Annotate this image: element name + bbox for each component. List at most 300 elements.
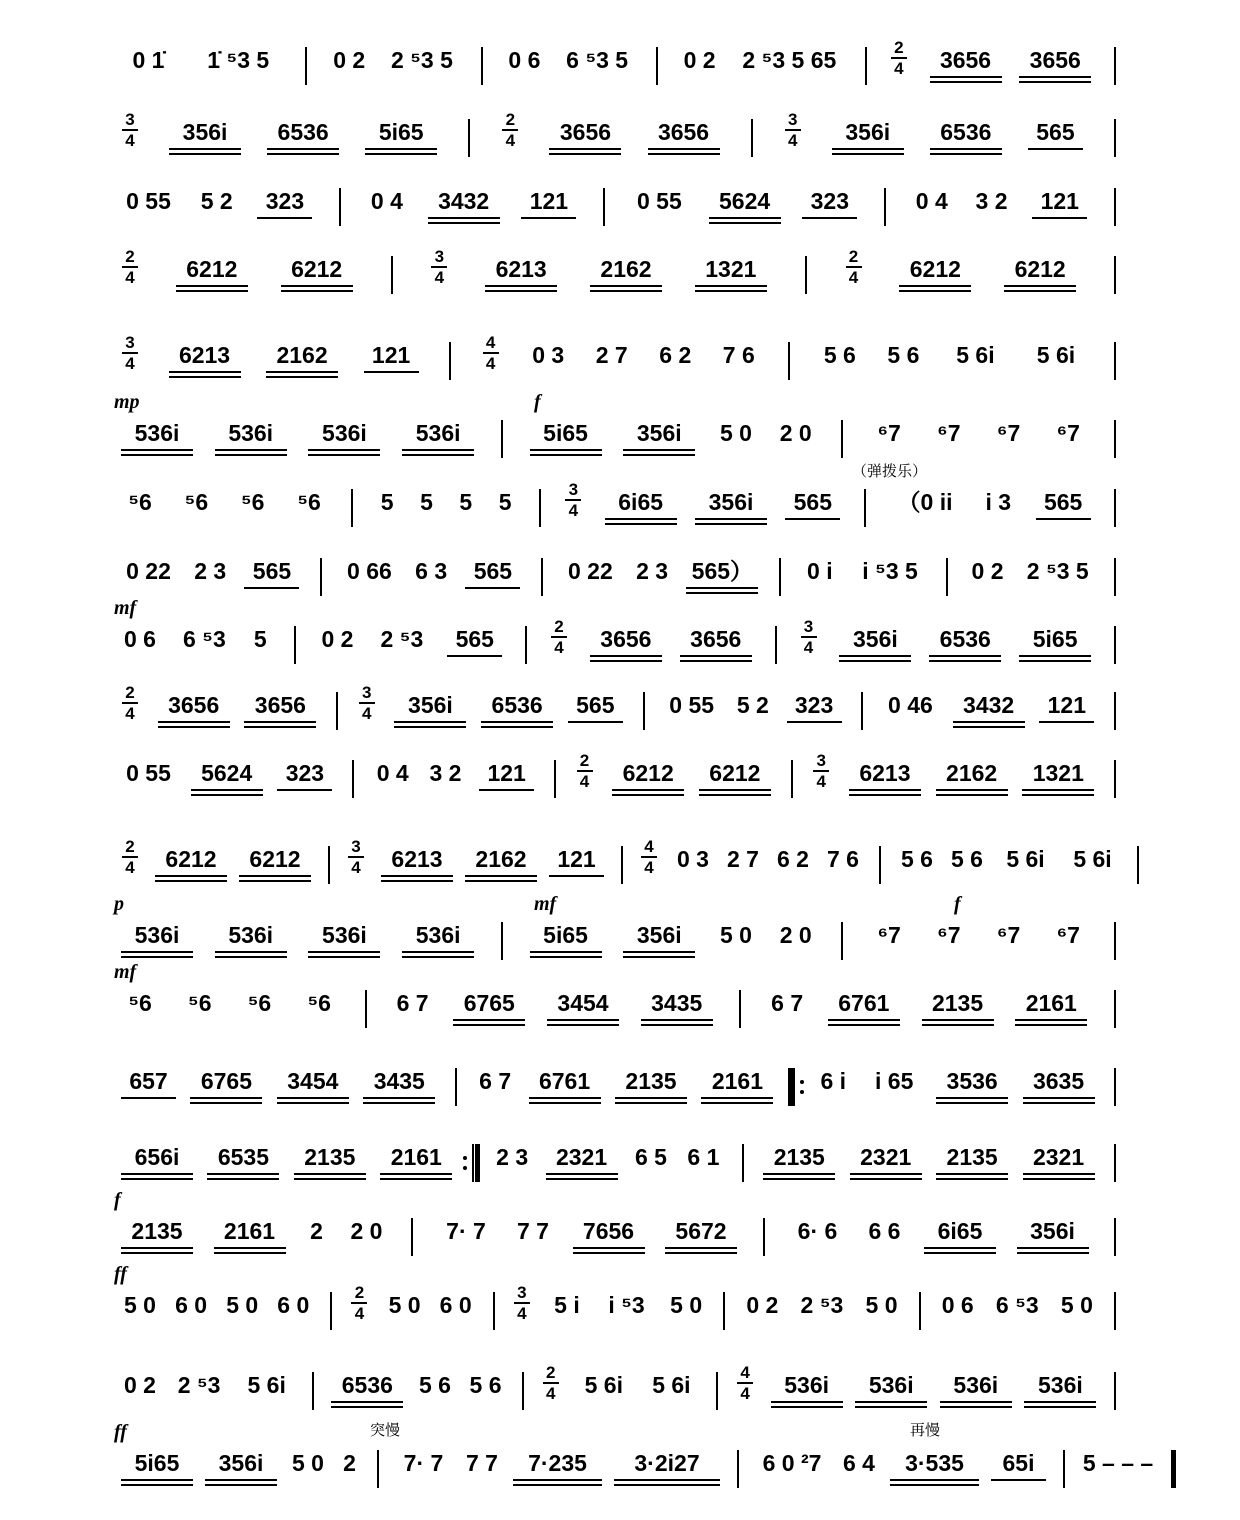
barline (468, 119, 470, 157)
note-group: 6765 (463, 990, 515, 1016)
note-group: 6212 (622, 760, 674, 786)
time-signature-numerator: 2 (125, 837, 135, 856)
time-signature-denominator: 4 (351, 858, 361, 877)
note-group: 536i (415, 420, 461, 446)
section-annotation: （弹拨乐） (852, 462, 928, 480)
beam-underline (485, 285, 557, 287)
note-group: ⁵6 (297, 489, 321, 515)
barline (1114, 420, 1116, 458)
barline (365, 990, 367, 1028)
barline (352, 760, 354, 798)
beam-underline-double (623, 956, 695, 958)
note-group: 6536 (341, 1372, 393, 1398)
beam-underline (530, 951, 602, 953)
beam-underline-double (244, 726, 316, 728)
beam-underline-double (922, 1024, 994, 1026)
beam-underline-double (648, 153, 720, 155)
beam-underline (615, 1097, 687, 1099)
beam-underline (953, 721, 1025, 723)
barline (481, 47, 483, 85)
barline (1114, 626, 1116, 664)
beam-underline-double (529, 1102, 601, 1104)
note-group: 5 (380, 489, 394, 515)
note-group: 3·535 (905, 1450, 964, 1476)
beam-underline (394, 721, 466, 723)
beam-underline-double (771, 1406, 843, 1408)
time-signature-numerator: 3 (362, 683, 372, 702)
beam-underline-double (121, 1252, 193, 1254)
beam-underline-double (850, 1178, 922, 1180)
note-group: 6212 (909, 256, 961, 282)
note-group: 565 (1043, 489, 1083, 515)
note-group: 5624 (201, 760, 253, 786)
note-group: 3454 (287, 1068, 339, 1094)
barline (539, 489, 541, 527)
note-group: 6i65 (618, 489, 664, 515)
beam-underline (771, 1401, 843, 1403)
barline (330, 1292, 332, 1330)
note-group: 565 (455, 626, 494, 652)
barline (294, 626, 296, 664)
note-group: 3656 (690, 626, 742, 652)
barline (351, 489, 353, 527)
beam-underline (215, 449, 287, 451)
note-group: 5 (253, 626, 267, 652)
score-line (0, 893, 1240, 983)
note-group: 0 55 (669, 692, 715, 718)
time-signature-numerator: 2 (848, 247, 859, 266)
barline (455, 1068, 457, 1106)
note-group: 2161 (223, 1218, 276, 1244)
note-group: 6 0 (175, 1292, 208, 1318)
beam-underline (277, 789, 332, 791)
note-group: 1321 (1032, 760, 1084, 786)
barline (805, 256, 807, 294)
beam-underline (699, 789, 771, 791)
time-signature-numerator: 4 (485, 333, 496, 352)
note-group: 6 0 (439, 1292, 472, 1318)
beam-underline-double (267, 153, 339, 155)
beam-underline (363, 1097, 435, 1099)
score-line (0, 1142, 1240, 1202)
time-signature (122, 838, 138, 876)
beam-underline (614, 1479, 720, 1481)
beam-underline (1004, 285, 1076, 287)
dynamic-marking: mf (114, 961, 137, 983)
time-signature-denominator: 4 (517, 1304, 527, 1323)
beam-underline (936, 1173, 1008, 1175)
beam-underline (1023, 1173, 1095, 1175)
note-group: 2321 (1032, 1144, 1085, 1170)
beam-underline (1036, 518, 1091, 520)
note-group: ⁶7 (996, 420, 1021, 446)
beam-underline-double (530, 454, 602, 456)
note-group: 6 7 (396, 990, 429, 1016)
beam-underline-double (686, 592, 758, 594)
barline (1063, 1450, 1065, 1488)
beam-underline (158, 721, 230, 723)
note-group: 7· 7 (403, 1450, 444, 1476)
time-signature-denominator: 4 (485, 354, 496, 373)
beam-underline-double (929, 660, 1001, 662)
barline (1114, 922, 1116, 960)
note-group: 6536 (277, 119, 329, 145)
note-group: 2 0 (779, 922, 812, 948)
repeat-dot (800, 1080, 804, 1084)
note-group: ⁶7 (996, 922, 1021, 948)
beam-underline-double (612, 794, 684, 796)
time-signature (122, 684, 138, 722)
note-group: 3656 (559, 119, 612, 145)
beam-underline-double (936, 794, 1008, 796)
beam-underline-double (365, 153, 437, 155)
beam-underline-double (680, 660, 752, 662)
beam-underline-double (614, 1484, 720, 1486)
note-group: 0 55 (636, 188, 682, 214)
beam-underline-double (590, 660, 662, 662)
beam-underline (832, 148, 904, 150)
beam-underline (1028, 148, 1083, 150)
barline (603, 188, 605, 226)
beam-underline-double (709, 222, 781, 224)
note-group: 6 2 (777, 846, 809, 872)
beam-underline-double (215, 454, 287, 456)
note-group: 6536 (491, 692, 543, 718)
beam-underline (855, 1401, 927, 1403)
note-group: 536i (784, 1372, 830, 1398)
beam-underline (447, 655, 502, 657)
note-group: 5 0 (670, 1292, 703, 1318)
beam-underline-double (1017, 1252, 1089, 1254)
note-group: 5 6i (956, 342, 995, 368)
dynamic-marking: p (114, 893, 124, 915)
barline (501, 922, 503, 960)
barline (411, 1218, 413, 1256)
beam-underline-double (605, 523, 677, 525)
beam-underline-double (121, 1178, 193, 1180)
beam-underline-double (1015, 1024, 1087, 1026)
beam-underline (549, 148, 621, 150)
note-group: 7656 (582, 1218, 635, 1244)
beam-underline (191, 789, 263, 791)
barline (501, 420, 503, 458)
note-group: 2 0 (350, 1218, 383, 1244)
note-group: 6 4 (843, 1450, 875, 1476)
note-group: 0 22 (126, 558, 171, 584)
beam-underline-double (281, 290, 353, 292)
beam-underline-double (155, 880, 227, 882)
beam-underline-double (402, 956, 474, 958)
barline (339, 188, 341, 226)
beam-underline-double (940, 1406, 1012, 1408)
beam-underline (176, 285, 248, 287)
note-group: 5 (498, 489, 512, 515)
note-group: 6213 (859, 760, 911, 786)
note-group: 6 0 ²7 (762, 1450, 822, 1476)
note-group: 536i (322, 420, 367, 446)
beam-underline-double (890, 1484, 979, 1486)
time-signature-denominator: 4 (545, 1384, 556, 1403)
beam-underline (1019, 655, 1091, 657)
note-group: 5 6 (887, 342, 920, 368)
barline (841, 922, 843, 960)
note-group: 5i65 (543, 922, 588, 948)
repeat-sign (779, 1070, 809, 1100)
note-group: ⁶7 (877, 922, 901, 948)
time-signature-numerator: 4 (644, 837, 654, 856)
note-group: 7 6 (827, 846, 859, 872)
beam-underline-double (121, 454, 193, 456)
note-group: 536i (134, 420, 180, 446)
time-signature-denominator: 4 (848, 268, 859, 287)
beam-underline-double (1022, 794, 1094, 796)
time-signature (502, 111, 518, 149)
time-signature-numerator: 2 (125, 683, 135, 702)
note-group: ⁵6 (247, 990, 272, 1016)
beam-underline (381, 875, 453, 877)
beam-underline (214, 1247, 286, 1249)
note-group: 5 6i (1036, 342, 1076, 368)
note-group: 5 0 (720, 420, 752, 446)
dynamic-marking: f (114, 1189, 121, 1211)
time-signature-denominator: 4 (125, 858, 135, 877)
beam-underline (428, 217, 500, 219)
beam-underline-double (381, 880, 453, 882)
barline (1114, 990, 1116, 1028)
repeat-barline-thick (788, 1068, 793, 1106)
beam-underline (465, 587, 520, 589)
note-group: 536i (228, 420, 274, 446)
note-group: 6765 (200, 1068, 252, 1094)
note-group: 2135 (946, 1144, 998, 1170)
note-group: 5 i (554, 1292, 580, 1318)
beam-underline (568, 721, 623, 723)
beam-underline (802, 217, 857, 219)
note-group: 565 (1036, 119, 1075, 145)
beam-underline (465, 875, 537, 877)
note-group: 7 6 (722, 342, 755, 368)
beam-underline (573, 1247, 645, 1249)
time-signature-numerator: 3 (351, 837, 361, 856)
note-group: 5i65 (378, 119, 424, 145)
barline (493, 1292, 495, 1330)
note-group: 5 6i (247, 1372, 286, 1398)
beam-underline-double (1023, 1178, 1095, 1180)
note-group: 2 ⁵3 5 (1026, 558, 1089, 584)
note-group: 2162 (600, 256, 652, 282)
beam-underline-double (308, 956, 380, 958)
time-signature-numerator: 2 (354, 1283, 365, 1302)
beam-underline (402, 951, 474, 953)
beam-underline (365, 148, 437, 150)
score-line (0, 38, 1240, 105)
note-group: 2162 (276, 342, 328, 368)
note-group: 2 (343, 1450, 356, 1476)
time-signature-denominator: 4 (505, 131, 516, 150)
beam-underline-double (191, 794, 263, 796)
beam-underline-double (763, 1178, 835, 1180)
note-group: 323 (265, 188, 305, 214)
note-group: 5 0 (865, 1292, 898, 1318)
beam-underline (308, 951, 380, 953)
note-group: 2161 (711, 1068, 763, 1094)
note-group: 6535 (217, 1144, 269, 1170)
note-group: 6 6 (868, 1218, 901, 1244)
beam-underline (121, 1097, 176, 1099)
note-group: 6213 (178, 342, 231, 368)
note-group: 5 6 (823, 342, 856, 368)
beam-underline-double (294, 1178, 366, 1180)
note-group: 5672 (675, 1218, 727, 1244)
note-group: 6212 (165, 846, 217, 872)
beam-underline (239, 875, 311, 877)
note-group: 2321 (555, 1144, 608, 1170)
note-group: 121 (487, 760, 526, 786)
note-group: 5 (459, 489, 473, 515)
note-group: 121 (529, 188, 569, 214)
beam-underline-double (930, 153, 1002, 155)
time-signature-denominator: 4 (554, 638, 564, 657)
time-signature (483, 334, 499, 372)
barline (879, 846, 881, 884)
beam-underline (294, 1173, 366, 1175)
barline (1137, 846, 1139, 884)
note-group: 2 0 (779, 420, 812, 446)
beam-underline-double (549, 153, 621, 155)
note-group: 356i (636, 922, 682, 948)
time-signature-numerator: 4 (740, 1363, 750, 1382)
barline (541, 558, 543, 596)
beam-underline-double (1023, 1102, 1095, 1104)
note-group: 565 (793, 489, 833, 515)
beam-underline-double (331, 1406, 403, 1408)
beam-underline-double (277, 1102, 349, 1104)
note-group: 65i (1002, 1450, 1035, 1476)
beam-underline (1017, 1247, 1089, 1249)
beam-underline (623, 449, 695, 451)
note-group: 536i (1038, 1372, 1083, 1398)
barline (779, 558, 781, 596)
time-signature-numerator: 2 (125, 247, 135, 266)
note-group: 5 0 (1060, 1292, 1093, 1318)
beam-underline (623, 951, 695, 953)
repeat-barline-thick (475, 1144, 480, 1182)
note-group: 2321 (860, 1144, 912, 1170)
note-group: 3432 (963, 692, 1015, 718)
beam-underline (899, 285, 971, 287)
dynamic-marking: mf (114, 597, 137, 619)
beam-underline (169, 371, 241, 373)
note-group: 6 i (820, 1068, 847, 1094)
note-group: 536i (953, 1372, 999, 1398)
note-group: 5 – – – (1082, 1450, 1154, 1476)
beam-underline (121, 1247, 193, 1249)
beam-underline (481, 721, 553, 723)
note-group: 356i (636, 420, 682, 446)
beam-underline-double (402, 454, 474, 456)
note-group: 356i (182, 119, 228, 145)
barline (788, 342, 790, 380)
barline (884, 188, 886, 226)
note-group: 0 4 (370, 188, 403, 214)
beam-underline (521, 217, 576, 219)
time-signature-numerator: 3 (803, 617, 814, 636)
note-group: 3656 (254, 692, 306, 718)
time-signature (577, 752, 593, 790)
dynamic-marking: mf (534, 893, 557, 915)
barline (305, 47, 307, 85)
time-signature (122, 111, 138, 149)
beam-underline-double (380, 1178, 452, 1180)
time-signature-denominator: 4 (125, 131, 135, 150)
beam-underline-double (701, 1102, 773, 1104)
barline (1114, 760, 1116, 798)
beam-underline-double (832, 153, 904, 155)
note-group: 0 66 (347, 558, 392, 584)
barline (1114, 558, 1116, 596)
barline (1114, 489, 1116, 527)
note-group: 657 (129, 1068, 168, 1094)
time-signature-numerator: 3 (125, 110, 135, 129)
beam-underline-double (899, 290, 971, 292)
note-group: 2135 (773, 1144, 825, 1170)
note-group: 6761 (538, 1068, 591, 1094)
note-group: 6· 6 (797, 1218, 838, 1244)
beam-underline (244, 587, 299, 589)
beam-underline (1019, 76, 1091, 78)
beam-underline (940, 1401, 1012, 1403)
beam-underline (590, 285, 662, 287)
note-group: 2 ⁵3 5 65 (742, 47, 837, 73)
note-group: ⁵6 (128, 489, 152, 515)
note-group: ⁵6 (128, 990, 152, 1016)
beam-underline (215, 951, 287, 953)
barline (525, 626, 527, 664)
note-group: 1̇ ⁵3 5 (207, 47, 270, 73)
beam-underline-double (207, 1178, 279, 1180)
note-group: 0 3 (532, 342, 565, 368)
note-group: 5 6 (951, 846, 983, 872)
time-signature-numerator: 3 (787, 110, 798, 129)
beam-underline-double (513, 1484, 602, 1486)
beam-underline-double (839, 660, 911, 662)
note-group: 3656 (168, 692, 220, 718)
note-group: 1321 (705, 256, 757, 282)
note-group: 5 0 (292, 1450, 324, 1476)
note-group: 3435 (373, 1068, 425, 1094)
note-group: 0 3 (677, 846, 709, 872)
note-group: 3 2 (975, 188, 1008, 214)
time-signature-denominator: 4 (644, 858, 654, 877)
beam-underline-double (481, 726, 553, 728)
time-signature-denominator: 4 (579, 772, 590, 791)
time-signature (551, 618, 567, 656)
time-signature-denominator: 4 (125, 268, 135, 287)
beam-underline (991, 1479, 1046, 1481)
note-group: 2161 (1025, 990, 1077, 1016)
time-signature-numerator: 2 (505, 110, 516, 129)
beam-underline-double (394, 726, 466, 728)
barline (1114, 1292, 1116, 1330)
barline (1114, 256, 1116, 294)
beam-underline-double (546, 1178, 618, 1180)
note-group: 2 ⁵3 (380, 626, 424, 652)
note-group: 0 6 (508, 47, 541, 73)
note-group: 5 0 (226, 1292, 259, 1318)
beam-underline-double (855, 1406, 927, 1408)
time-signature-denominator: 4 (816, 772, 826, 791)
beam-underline (665, 1247, 737, 1249)
